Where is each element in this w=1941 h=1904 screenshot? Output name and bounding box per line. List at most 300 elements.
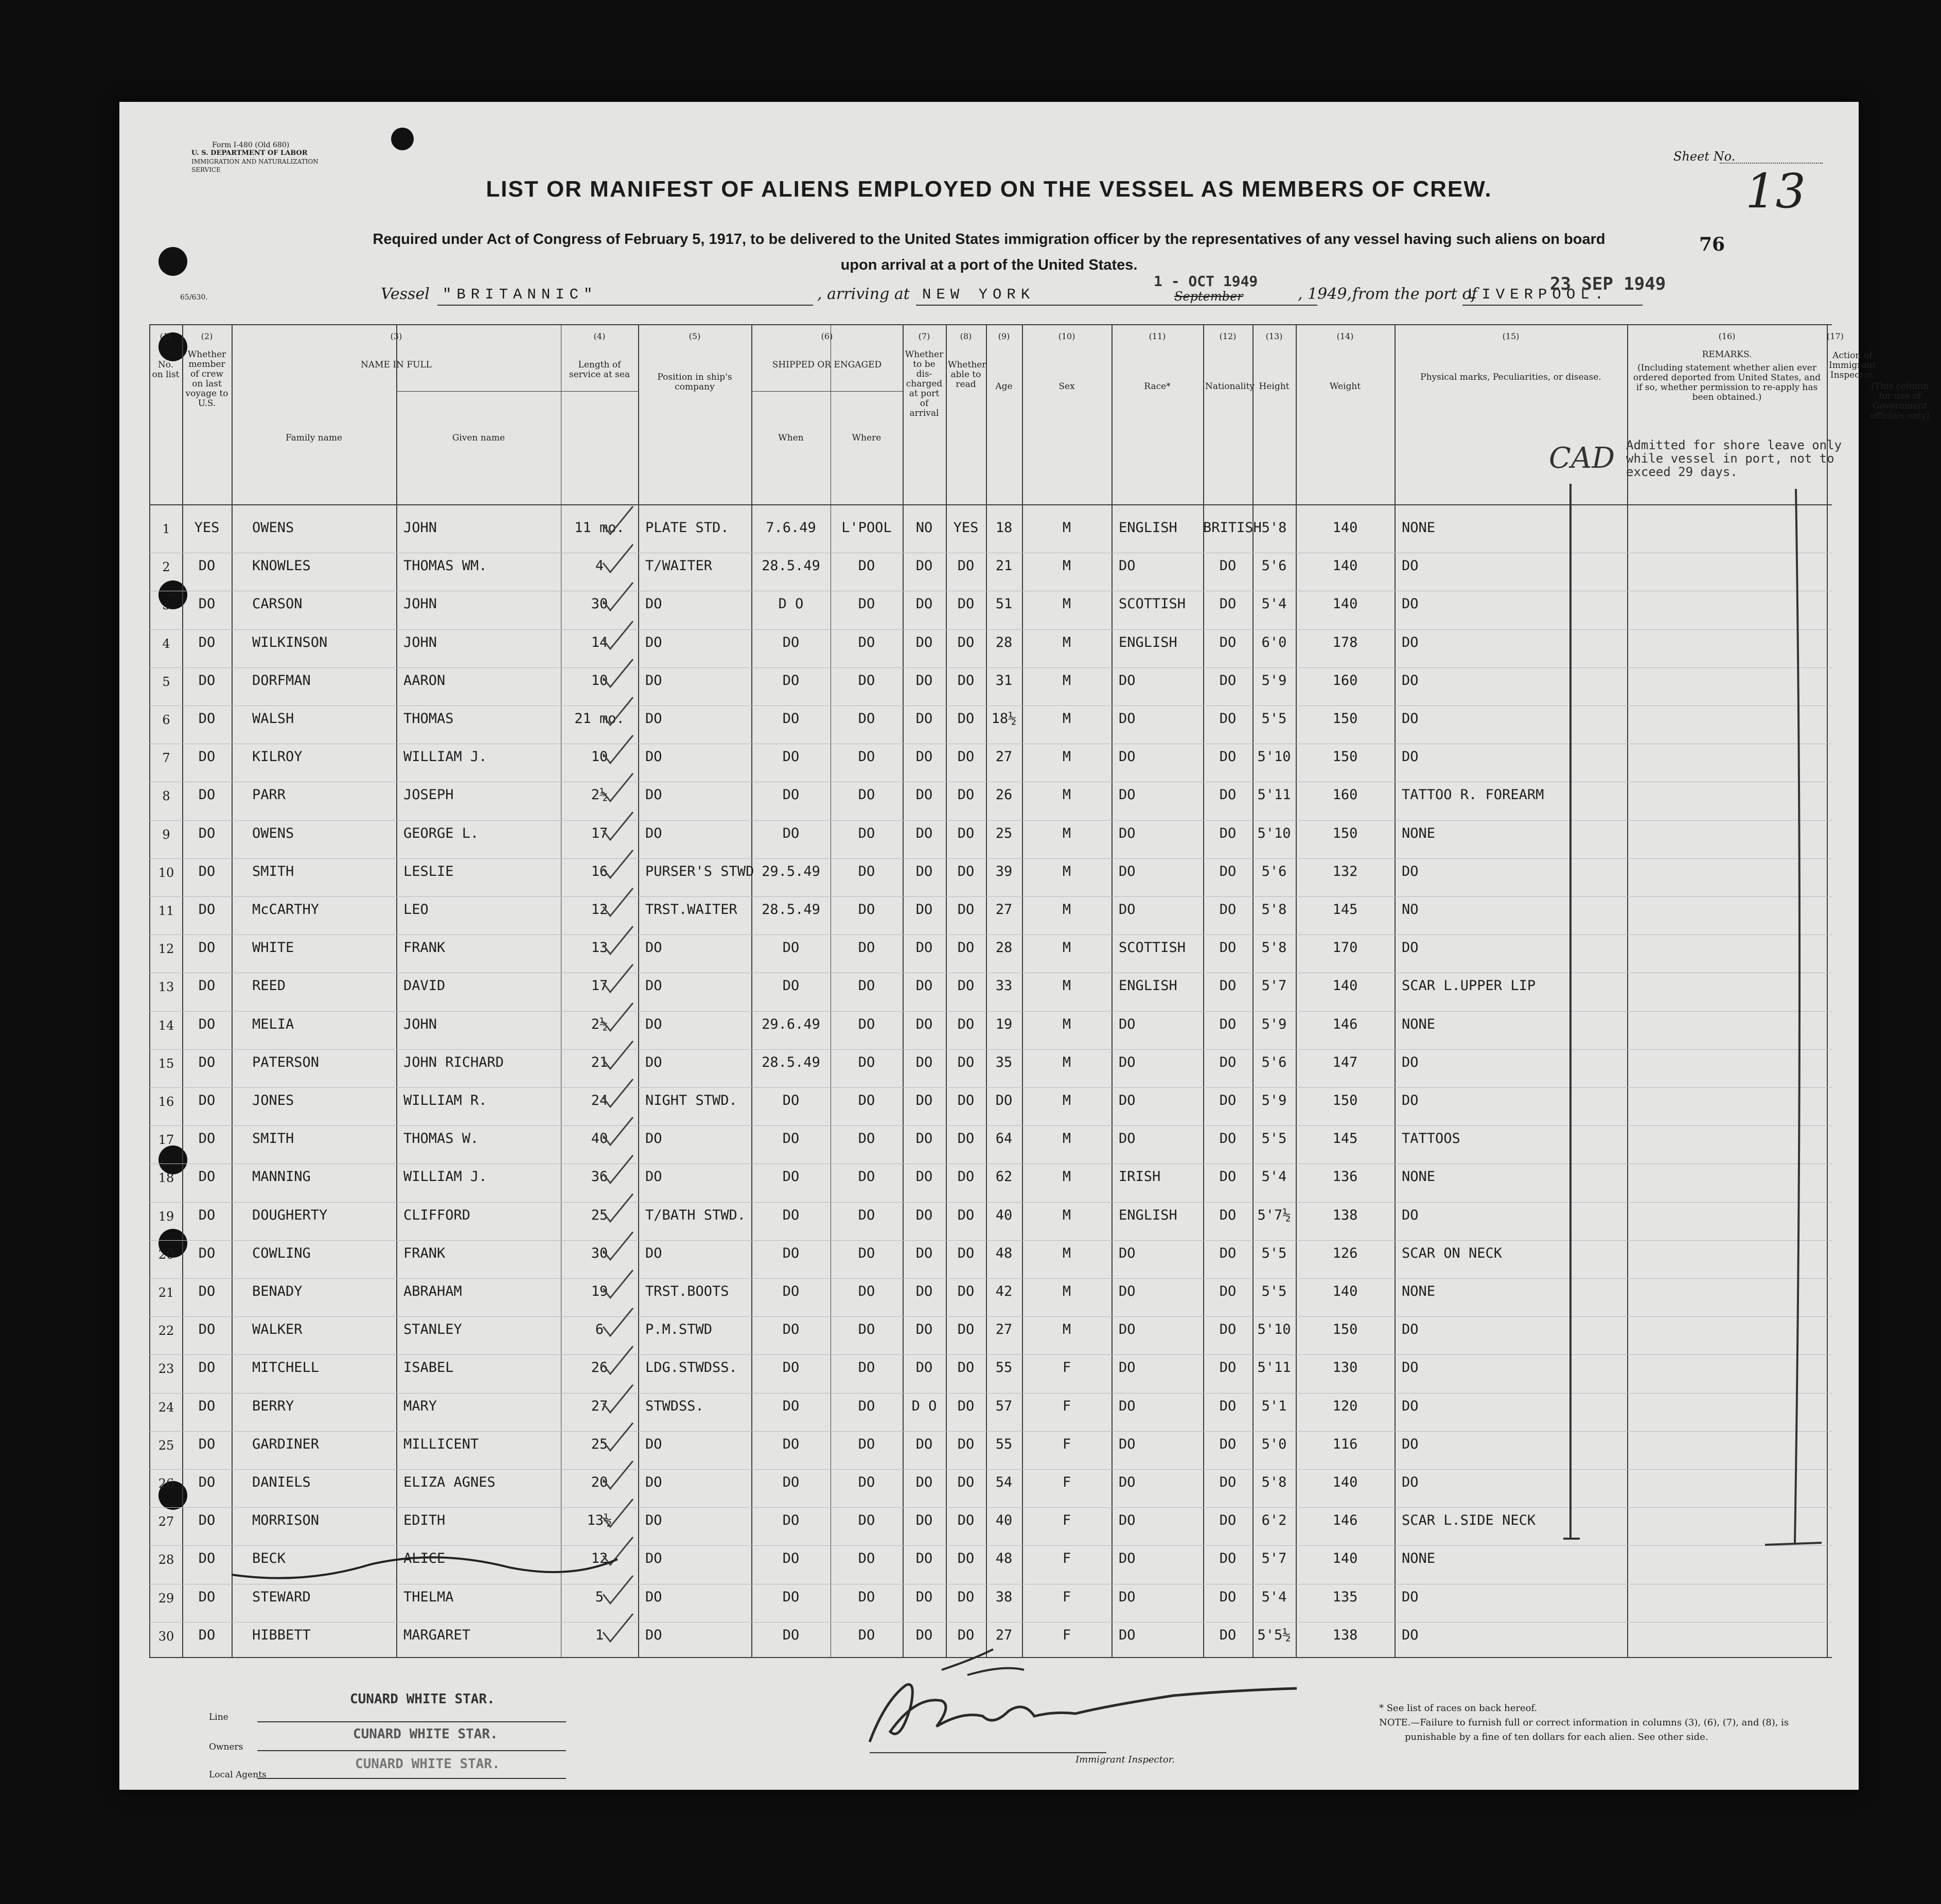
penalty-note: NOTE.—Failure to furnish full or correct information in columns (3), (6), (7), and (8), is (1379, 1717, 1789, 1728)
cell-nat: DO (1219, 863, 1237, 879)
cell-nat: DO (1219, 1245, 1237, 1261)
port-underline (916, 305, 1317, 306)
cell-height: 5'4 (1261, 1589, 1287, 1605)
from-port: LIVERPOOL. (1468, 286, 1609, 303)
cell-nat: DO (1219, 1627, 1237, 1643)
arriving-label: , arriving at (817, 285, 910, 303)
cell-disch: DO (915, 1054, 933, 1070)
voyage-line (119, 273, 1859, 313)
row-number: 8 (162, 789, 170, 804)
cell-given: FRANK (403, 940, 446, 956)
cell-prev: YES (194, 520, 220, 536)
cell-marks: DO (1402, 672, 1419, 689)
cell-position: DO (645, 1512, 662, 1529)
cell-service: 10 (591, 672, 608, 689)
cell-weight: 145 (1332, 1131, 1358, 1147)
row-number: 2 (162, 560, 170, 575)
cell-race: DO (1119, 1283, 1136, 1299)
cell-nat: DO (1219, 1131, 1237, 1147)
cell-position: NIGHT STWD. (645, 1092, 737, 1108)
cell-prev: DO (198, 1131, 216, 1147)
row-number: 15 (158, 1056, 174, 1071)
cell-height: 6'2 (1261, 1512, 1287, 1529)
cell-prev: DO (198, 902, 216, 918)
cell-race: DO (1119, 1054, 1136, 1070)
cell-race: DO (1119, 1321, 1136, 1338)
cell-sex: M (1062, 787, 1071, 803)
cell-service: 20 (591, 1474, 608, 1490)
cell-marks: DO (1402, 1398, 1419, 1414)
cell-where: DO (858, 978, 875, 994)
cell-disch: DO (915, 1169, 933, 1185)
cell-prev: DO (198, 1436, 216, 1452)
cell-position: DO (645, 1169, 662, 1185)
file-code: 65/630. (180, 293, 208, 302)
cell-when: DO (782, 1169, 800, 1185)
cell-read: DO (957, 1283, 975, 1299)
header-c1-number: (1) (160, 331, 172, 341)
cell-weight: 150 (1332, 825, 1358, 841)
cell-service: 1 (595, 1627, 604, 1643)
cell-weight: 146 (1332, 1512, 1358, 1529)
cell-marks: DO (1402, 1436, 1419, 1452)
cell-disch: DO (915, 672, 933, 689)
cell-age: 40 (995, 1512, 1013, 1529)
cell-race: DO (1119, 558, 1136, 574)
header-c9-number: (9) (998, 331, 1010, 341)
header-c14-number: (14) (1336, 331, 1354, 341)
cell-family: WHITE (252, 940, 294, 956)
cell-age: 51 (995, 596, 1013, 612)
cell-weight: 150 (1332, 1092, 1358, 1108)
cell-when: DO (782, 787, 800, 803)
cell-given: FRANK (403, 1245, 446, 1261)
header-c2-number: (2) (201, 331, 213, 341)
cell-read: DO (957, 1054, 975, 1070)
manifest-footer (149, 1660, 1832, 1778)
cell-sex: M (1062, 672, 1071, 689)
cell-height: 5'8 (1261, 520, 1287, 536)
cell-when: DO (782, 1589, 800, 1605)
cell-disch: DO (915, 1627, 933, 1643)
cell-disch: DO (915, 634, 933, 650)
cell-marks: SCAR L.UPPER LIP (1402, 978, 1536, 994)
cell-service: 17 (591, 825, 608, 841)
cell-where: DO (858, 1550, 875, 1567)
cell-given: ELIZA AGNES (403, 1474, 496, 1490)
cell-race: DO (1119, 1589, 1136, 1605)
header-c13-label: Height (1259, 381, 1290, 392)
cell-weight: 178 (1332, 634, 1358, 650)
cell-read: DO (957, 672, 975, 689)
cell-when: DO (782, 1131, 800, 1147)
cell-prev: DO (198, 596, 216, 612)
cell-height: 5'5 (1261, 1283, 1287, 1299)
cell-when: 29.6.49 (762, 1016, 820, 1032)
cell-marks: DO (1402, 749, 1419, 765)
arrival-date-stamp: 1 - OCT 1949 (1154, 273, 1258, 290)
cell-marks: NONE (1402, 1169, 1436, 1185)
cell-marks: NONE (1402, 520, 1436, 536)
row-number: 10 (158, 865, 174, 880)
cell-height: 5'10 (1257, 749, 1291, 765)
cell-service: 12 (591, 1550, 608, 1567)
cell-sex: F (1062, 1436, 1071, 1452)
cell-prev: DO (198, 1398, 216, 1414)
cell-disch: DO (915, 558, 933, 574)
row-number: 27 (158, 1514, 174, 1529)
cell-height: 5'9 (1261, 1092, 1287, 1108)
row-number: 28 (158, 1553, 174, 1567)
cell-read: DO (957, 1398, 975, 1414)
header-c5-number: (5) (689, 331, 701, 341)
cell-when: DO (782, 940, 800, 956)
cell-family: HIBBETT (252, 1627, 311, 1643)
cell-weight: 135 (1332, 1589, 1358, 1605)
cell-race: DO (1119, 1550, 1136, 1567)
cell-when: DO (782, 1092, 800, 1108)
cell-read: DO (957, 1245, 975, 1261)
cell-nat: DO (1219, 1169, 1237, 1185)
row-number: 16 (158, 1095, 174, 1109)
inspector-bracket-line (1765, 489, 1822, 1545)
cell-read: DO (957, 1550, 975, 1567)
header-c10-number: (10) (1058, 331, 1075, 341)
cell-where: DO (858, 1054, 875, 1070)
header-given-name: Given name (452, 433, 505, 443)
cell-disch: DO (915, 1550, 933, 1567)
cell-read: DO (957, 711, 975, 727)
cell-nat: DO (1219, 558, 1237, 574)
cell-read: DO (957, 634, 975, 650)
cell-prev: DO (198, 1360, 216, 1376)
row-number: 21 (158, 1285, 174, 1300)
header-c4-number: (4) (593, 331, 606, 341)
cell-read: DO (957, 749, 975, 765)
cell-sex: M (1062, 1054, 1071, 1070)
cell-when: DO (782, 1550, 800, 1567)
cell-given: THOMAS (403, 711, 454, 727)
cell-where: DO (858, 1283, 875, 1299)
cell-service: 14 (591, 634, 608, 650)
cell-when: DO (782, 1283, 800, 1299)
cell-weight: 160 (1332, 787, 1358, 803)
header-c11-number: (11) (1149, 331, 1166, 341)
cell-read: DO (957, 1589, 975, 1605)
cell-where: DO (858, 1207, 875, 1223)
cell-weight: 140 (1332, 1283, 1358, 1299)
cell-nat: DO (1219, 596, 1237, 612)
cell-given: MARY (403, 1398, 437, 1414)
cell-sex: M (1062, 940, 1071, 956)
cell-family: PARR (252, 787, 286, 803)
subtitle-line-2: upon arrival at a port of the United States. (840, 257, 1138, 273)
cell-service: 2½ (591, 787, 608, 803)
cell-read: DO (957, 1321, 975, 1338)
cell-marks: NONE (1402, 1550, 1436, 1567)
cell-given: JOHN (403, 1016, 437, 1032)
cell-height: 5'11 (1257, 787, 1291, 803)
agents-stamp: CUNARD WHITE STAR. (355, 1756, 500, 1772)
cell-prev: DO (198, 1016, 216, 1032)
cell-position: T/BATH STWD. (645, 1207, 746, 1223)
cell-sex: F (1062, 1512, 1071, 1529)
cell-marks: NONE (1402, 1016, 1436, 1032)
cell-race: DO (1119, 863, 1136, 879)
remarks-typed-note: Admitted for shore leave only while vessel in port, not to exceed 29 days. (1626, 438, 1842, 479)
cell-prev: DO (198, 825, 216, 841)
header-c17-number: (17) (1827, 331, 1844, 341)
cell-weight: 150 (1332, 711, 1358, 727)
cell-nat: DO (1219, 1436, 1237, 1452)
row-number: 7 (162, 751, 170, 766)
cell-age: 38 (995, 1589, 1013, 1605)
cell-age: 27 (995, 1321, 1013, 1338)
cell-disch: DO (915, 749, 933, 765)
cell-sex: M (1062, 558, 1071, 574)
cell-where: DO (858, 1321, 875, 1338)
cell-position: DO (645, 596, 662, 612)
cell-disch: DO (915, 1474, 933, 1490)
department-name: U. S. DEPARTMENT OF LABOR (191, 149, 308, 157)
cell-prev: DO (198, 1474, 216, 1490)
cell-nat: DO (1219, 1474, 1237, 1490)
cell-race: DO (1119, 1474, 1136, 1490)
row-number: 12 (158, 942, 174, 957)
vessel-underline (437, 305, 813, 306)
header-c13-number: (13) (1265, 331, 1283, 341)
cell-service: 10 (591, 749, 608, 765)
cell-sex: M (1062, 863, 1071, 879)
cell-age: 27 (995, 749, 1013, 765)
cell-service: 11 mo. (574, 520, 625, 536)
cell-when: DO (782, 1627, 800, 1643)
cell-disch: DO (915, 1016, 933, 1032)
page-subtitle (366, 226, 1612, 278)
cell-service: 6 (595, 1321, 604, 1338)
row-number: 3 (162, 598, 170, 613)
cell-weight: 150 (1332, 1321, 1358, 1338)
cell-when: 28.5.49 (762, 1054, 820, 1070)
cell-when: DO (782, 1245, 800, 1261)
cell-nat: DO (1219, 749, 1237, 765)
form-identifier (191, 141, 346, 174)
row-number: 11 (158, 904, 174, 918)
cell-position: DO (645, 1627, 662, 1643)
cell-family: WALSH (252, 711, 294, 727)
header-c10-label: Sex (1058, 381, 1075, 392)
cell-when: 7.6.49 (766, 520, 816, 536)
service-name: IMMIGRATION AND NATURALIZATION SERVICE (191, 158, 319, 173)
cell-prev: DO (198, 1321, 216, 1338)
cell-nat: DO (1219, 940, 1237, 956)
cell-marks: DO (1402, 1627, 1419, 1643)
cell-when: DO (782, 1436, 800, 1452)
cell-where: DO (858, 749, 875, 765)
row-number: 20 (158, 1247, 174, 1262)
owners-underline (257, 1750, 566, 1751)
cell-age: 27 (995, 902, 1013, 918)
cell-given: ALICE (403, 1550, 446, 1567)
year-label: , 1949, (1298, 285, 1352, 303)
cell-marks: DO (1402, 1321, 1419, 1338)
cell-position: DO (645, 1245, 662, 1261)
cell-when: DO (782, 1360, 800, 1376)
cell-service: 12 (591, 902, 608, 918)
cell-weight: 160 (1332, 672, 1358, 689)
cell-disch: DO (915, 1321, 933, 1338)
cell-nat: BRITISH (1203, 520, 1262, 536)
cell-height: 6'0 (1261, 634, 1287, 650)
cell-prev: DO (198, 1512, 216, 1529)
cell-nat: DO (1219, 1398, 1237, 1414)
cell-given: LESLIE (403, 863, 454, 879)
cell-height: 5'4 (1261, 1169, 1287, 1185)
header-c9-label: Age (995, 381, 1013, 392)
cell-family: PATERSON (252, 1054, 320, 1070)
cell-given: STANLEY (403, 1321, 462, 1338)
cell-family: BENADY (252, 1283, 303, 1299)
local-agents-label: Local Agents (209, 1770, 267, 1780)
cell-where: DO (858, 1436, 875, 1452)
from-port-label: from the port of (1352, 285, 1477, 303)
cell-family: WILKINSON (252, 634, 328, 650)
cell-weight: 140 (1332, 978, 1358, 994)
cell-family: DOUGHERTY (252, 1207, 328, 1223)
cell-height: 5'6 (1261, 1054, 1287, 1070)
cell-where: DO (858, 711, 875, 727)
cell-age: 40 (995, 1207, 1013, 1223)
cell-given: JOHN (403, 596, 437, 612)
cell-disch: DO (915, 711, 933, 727)
cell-height: 5'11 (1257, 1360, 1291, 1376)
header-c1-label: No. on list (152, 360, 180, 380)
cell-sex: M (1062, 1207, 1071, 1223)
cell-read: DO (957, 1016, 975, 1032)
cell-nat: DO (1219, 1054, 1237, 1070)
header-c3-label: NAME IN FULL (360, 360, 432, 370)
cell-given: JOHN (403, 634, 437, 650)
header-c11-label: Race* (1144, 381, 1171, 392)
cell-race: IRISH (1119, 1169, 1161, 1185)
cell-given: JOSEPH (403, 787, 454, 803)
cell-given: THOMAS W. (403, 1131, 479, 1147)
cell-age: 39 (995, 863, 1013, 879)
cell-age: 28 (995, 940, 1013, 956)
cell-service: 27 (591, 1398, 608, 1414)
cell-race: DO (1119, 1360, 1136, 1376)
cell-nat: DO (1219, 1550, 1237, 1567)
cell-position: DO (645, 978, 662, 994)
cell-height: 5'4 (1261, 596, 1287, 612)
cell-race: DO (1119, 1092, 1136, 1108)
form-number: Form I-480 (Old 680) (212, 141, 290, 149)
cell-disch: DO (915, 1360, 933, 1376)
cell-nat: DO (1219, 787, 1237, 803)
cell-service: 21 (591, 1054, 608, 1070)
cell-age: DO (995, 1092, 1013, 1108)
cell-where: DO (858, 902, 875, 918)
header-c12-number: (12) (1219, 331, 1237, 341)
cell-nat: DO (1219, 1016, 1237, 1032)
cell-disch: DO (915, 1245, 933, 1261)
cell-sex: M (1062, 634, 1071, 650)
cell-service: 17 (591, 978, 608, 994)
cell-family: JONES (252, 1092, 294, 1108)
row-number: 24 (158, 1400, 174, 1415)
cell-family: CARSON (252, 596, 303, 612)
sheet-number-handwritten: 13 (1745, 164, 1806, 219)
cell-marks: DO (1402, 1092, 1419, 1108)
cell-weight: 146 (1332, 1016, 1358, 1032)
cell-given: THOMAS WM. (403, 558, 487, 574)
cell-weight: 147 (1332, 1054, 1358, 1070)
cell-age: 64 (995, 1131, 1013, 1147)
cell-family: MITCHELL (252, 1360, 320, 1376)
header-shipped-when: When (778, 433, 804, 443)
cell-service: 36 (591, 1169, 608, 1185)
cell-height: 5'8 (1261, 902, 1287, 918)
cell-weight: 140 (1332, 596, 1358, 612)
cell-sex: M (1062, 749, 1071, 765)
cell-given: JOHN (403, 520, 437, 536)
cell-read: DO (957, 978, 975, 994)
row-number: 30 (158, 1629, 174, 1644)
cell-weight: 140 (1332, 1550, 1358, 1567)
cell-nat: DO (1219, 634, 1237, 650)
cell-height: 5'1 (1261, 1398, 1287, 1414)
cell-marks: DO (1402, 558, 1419, 574)
cell-sex: M (1062, 596, 1071, 612)
cell-when: D O (778, 596, 804, 612)
cell-when: DO (782, 749, 800, 765)
cell-race: ENGLISH (1119, 634, 1177, 650)
cell-position: DO (645, 940, 662, 956)
cell-sex: M (1062, 520, 1071, 536)
cell-sex: M (1062, 711, 1071, 727)
cell-prev: DO (198, 558, 216, 574)
cell-race: DO (1119, 1512, 1136, 1529)
inspector-underline (870, 1752, 1106, 1753)
cell-marks: DO (1402, 634, 1419, 650)
cell-weight: 120 (1332, 1398, 1358, 1414)
cell-position: DO (645, 1131, 662, 1147)
header-c8-label: Whether able to read (948, 360, 986, 390)
cell-age: 31 (995, 672, 1013, 689)
cell-disch: DO (915, 1131, 933, 1147)
cell-weight: 145 (1332, 902, 1358, 918)
cell-where: DO (858, 940, 875, 956)
cell-when: DO (782, 1321, 800, 1338)
cell-age: 42 (995, 1283, 1013, 1299)
cell-sex: M (1062, 1131, 1071, 1147)
cell-family: KILROY (252, 749, 303, 765)
cell-marks: NONE (1402, 825, 1436, 841)
header-c6-number: (6) (821, 331, 833, 341)
cell-read: DO (957, 1169, 975, 1185)
cell-nat: DO (1219, 672, 1237, 689)
cell-age: 18½ (991, 711, 1017, 727)
cell-age: 57 (995, 1398, 1013, 1414)
cell-prev: DO (198, 1245, 216, 1261)
cell-weight: 136 (1332, 1169, 1358, 1185)
cell-where: DO (858, 1016, 875, 1032)
cell-read: DO (957, 1207, 975, 1223)
cell-sex: M (1062, 1016, 1071, 1032)
cell-disch: DO (915, 902, 933, 918)
cell-given: ABRAHAM (403, 1283, 462, 1299)
cell-race: ENGLISH (1119, 978, 1177, 994)
